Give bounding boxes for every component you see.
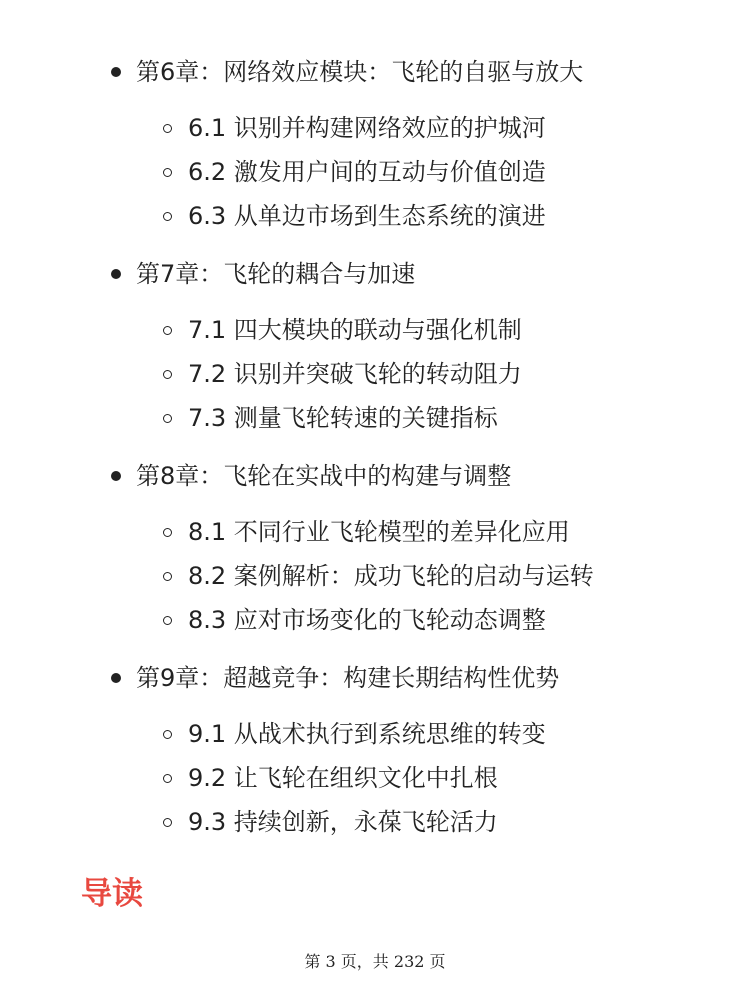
section-7-2: 7.2 识别并突破飞轮的转动阻力 — [188, 360, 522, 388]
chapter-bullet-icon — [111, 673, 121, 683]
section-8-3: 8.3 应对市场变化的飞轮动态调整 — [188, 606, 546, 634]
section-bullet-icon — [163, 212, 172, 221]
section-bullet-icon — [163, 370, 172, 379]
section-bullet-icon — [163, 774, 172, 783]
chapter-bullet-icon — [111, 471, 121, 481]
section-6-3: 6.3 从单边市场到生态系统的演进 — [188, 202, 546, 230]
section-9-2: 9.2 让飞轮在组织文化中扎根 — [188, 764, 498, 792]
section-bullet-icon — [163, 730, 172, 739]
section-bullet-icon — [163, 414, 172, 423]
section-8-2: 8.2 案例解析：成功飞轮的启动与运转 — [188, 562, 594, 590]
chapter-7-title: 第7章：飞轮的耦合与加速 — [136, 260, 416, 288]
section-9-3: 9.3 持续创新，永葆飞轮活力 — [188, 808, 498, 836]
section-bullet-icon — [163, 124, 172, 133]
chapter-bullet-icon — [111, 67, 121, 77]
section-bullet-icon — [163, 528, 172, 537]
section-6-1: 6.1 识别并构建网络效应的护城河 — [188, 114, 546, 142]
section-9-1: 9.1 从战术执行到系统思维的转变 — [188, 720, 546, 748]
section-bullet-icon — [163, 616, 172, 625]
section-bullet-icon — [163, 818, 172, 827]
section-7-1: 7.1 四大模块的联动与强化机制 — [188, 316, 522, 344]
chapter-9-title: 第9章：超越竞争：构建长期结构性优势 — [136, 664, 560, 692]
section-7-3: 7.3 测量飞轮转速的关键指标 — [188, 404, 498, 432]
section-bullet-icon — [163, 572, 172, 581]
chapter-bullet-icon — [111, 269, 121, 279]
page-footer: 第 3 页，共 232 页 — [304, 952, 446, 971]
section-bullet-icon — [163, 168, 172, 177]
chapter-8-title: 第8章：飞轮在实战中的构建与调整 — [136, 462, 512, 490]
section-bullet-icon — [163, 326, 172, 335]
section-heading: 导读 — [81, 876, 143, 912]
section-6-2: 6.2 激发用户间的互动与价值创造 — [188, 158, 546, 186]
chapter-6-title: 第6章：网络效应模块：飞轮的自驱与放大 — [136, 58, 584, 86]
section-8-1: 8.1 不同行业飞轮模型的差异化应用 — [188, 518, 570, 546]
